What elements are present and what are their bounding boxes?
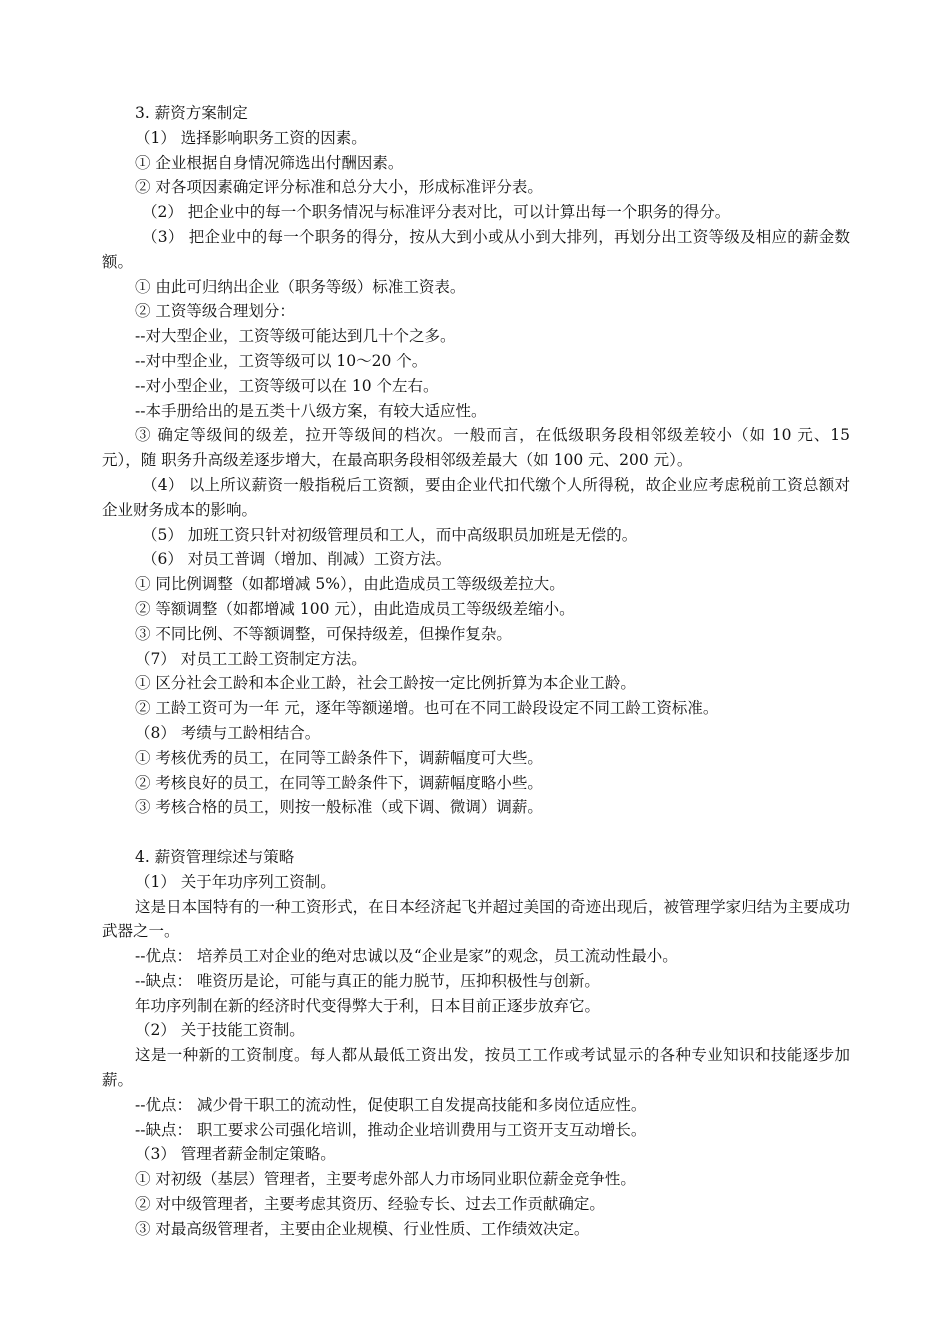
document-body <box>102 101 850 1242</box>
paragraph-line: --缺点： 职工要求公司强化培训，推动企业培训费用与工资开支互动增长。 <box>135 1120 647 1139</box>
paragraph-line: （1） 关于年功序列工资制。 <box>135 872 336 891</box>
paragraph-line: ① 企业根据自身情况筛选出付酬因素。 <box>135 153 404 172</box>
paragraph-line: --对中型企业，工资等级可以 10～20 个。 <box>135 351 428 370</box>
paragraph-line: （2） 把企业中的每一个职务情况与标准评分表对比，可以计算出每一个职务的得分。 <box>142 203 731 222</box>
paragraph-line: ① 对初级（基层）管理者，主要考虑外部人力市场同业职位薪金竞争性。 <box>135 1170 636 1189</box>
paragraph-line: 这是日本国特有的一种工资形式，在日本经济起飞并超过美国的奇迹出现后，被管理学家归结为主要成功武器之一。 <box>102 897 850 941</box>
section-gap <box>102 820 850 845</box>
paragraph-line: ③ 考核合格的员工，则按一般标准（或下调、微调）调薪。 <box>135 798 543 817</box>
paragraph-line: ① 考核优秀的员工，在同等工龄条件下，调薪幅度可大些。 <box>135 748 543 767</box>
paragraph-line: ① 由此可归纳出企业（职务等级）标准工资表。 <box>135 277 466 296</box>
paragraph-line: ② 考核良好的员工，在同等工龄条件下，调薪幅度略小些。 <box>135 773 543 792</box>
paragraph-line: --对小型企业，工资等级可以在 10 个左右。 <box>135 376 439 395</box>
paragraph-line: ② 对中级管理者，主要考虑其资历、经验专长、过去工作贡献确定。 <box>135 1195 605 1214</box>
paragraph-line: --缺点： 唯资历是论，可能与真正的能力脱节，压抑积极性与创新。 <box>135 971 600 990</box>
paragraph-line: （3） 把企业中的每一个职务的得分，按从大到小或从小到大排列，再划分出工资等级及相应的薪金数额。 <box>102 227 850 271</box>
paragraph-line: 这是一种新的工资制度。每人都从最低工资出发，按员工工作或考试显示的各种专业知识和技能逐步加薪。 <box>102 1046 850 1090</box>
paragraph-line: ① 区分社会工龄和本企业工龄，社会工龄按一定比例折算为本企业工龄。 <box>135 674 636 693</box>
paragraph-line: ① 同比例调整（如都增减 5%），由此造成员工等级级差拉大。 <box>135 575 565 594</box>
paragraph-line: ③ 确定等级间的级差，拉开等级间的档次。一般而言，在低级职务段相邻级差较小（如 10 元、15 元），随 职务升高级差逐步增大，在最高职务段相邻级差最大（如 100 元、200 元）。 <box>102 426 850 470</box>
paragraph-line: ② 工龄工资可为一年 元，逐年等额递增。也可在不同工龄段设定不同工龄工资标准。 <box>135 699 719 718</box>
paragraph-line: ② 对各项因素确定评分标准和总分大小，形成标准评分表。 <box>135 178 543 197</box>
section-heading: 3. 薪资方案制定 <box>135 104 248 122</box>
paragraph-line: （4） 以上所议薪资一般指税后工资额，要由企业代扣代缴个人所得税，故企业应考虑税前工资总额对企业财务成本的影响。 <box>102 475 850 519</box>
paragraph-line: --优点： 培养员工对企业的绝对忠诚以及“企业是家”的观念，员工流动性最小。 <box>135 947 678 966</box>
paragraph-line: --对大型企业，工资等级可能达到几十个之多。 <box>135 327 456 346</box>
section-heading: 4. 薪资管理综述与策略 <box>135 847 295 866</box>
paragraph-line: ② 等额调整（如都增减 100 元），由此造成员工等级级差缩小。 <box>135 599 575 618</box>
paragraph-line: （7） 对员工工龄工资制定方法。 <box>135 649 367 668</box>
paragraph-line: （5） 加班工资只针对初级管理员和工人，而中高级职员加班是无偿的。 <box>142 525 638 544</box>
paragraph-line: 年功序列制在新的经济时代变得弊大于利，日本目前正逐步放弃它。 <box>135 996 601 1015</box>
paragraph-line: （8） 考绩与工龄相结合。 <box>135 723 321 742</box>
paragraph-line: （6） 对员工普调（增加、削减）工资方法。 <box>142 550 452 569</box>
paragraph-line: ③ 对最高级管理者，主要由企业规模、行业性质、工作绩效决定。 <box>135 1219 590 1238</box>
paragraph-line: ③ 不同比例、不等额调整，可保持级差，但操作复杂。 <box>135 624 512 643</box>
paragraph-line: ② 工资等级合理划分： <box>135 302 295 321</box>
paragraph-line: --优点： 减少骨干职工的流动性，促使职工自发提高技能和多岗位适应性。 <box>135 1095 647 1114</box>
paragraph-line: （2） 关于技能工资制。 <box>135 1021 305 1040</box>
paragraph-line: （1） 选择影响职务工资的因素。 <box>135 128 367 147</box>
paragraph-line: （3） 管理者薪金制定策略。 <box>135 1145 336 1164</box>
paragraph-line: --本手册给出的是五类十八级方案，有较大适应性。 <box>135 401 487 420</box>
